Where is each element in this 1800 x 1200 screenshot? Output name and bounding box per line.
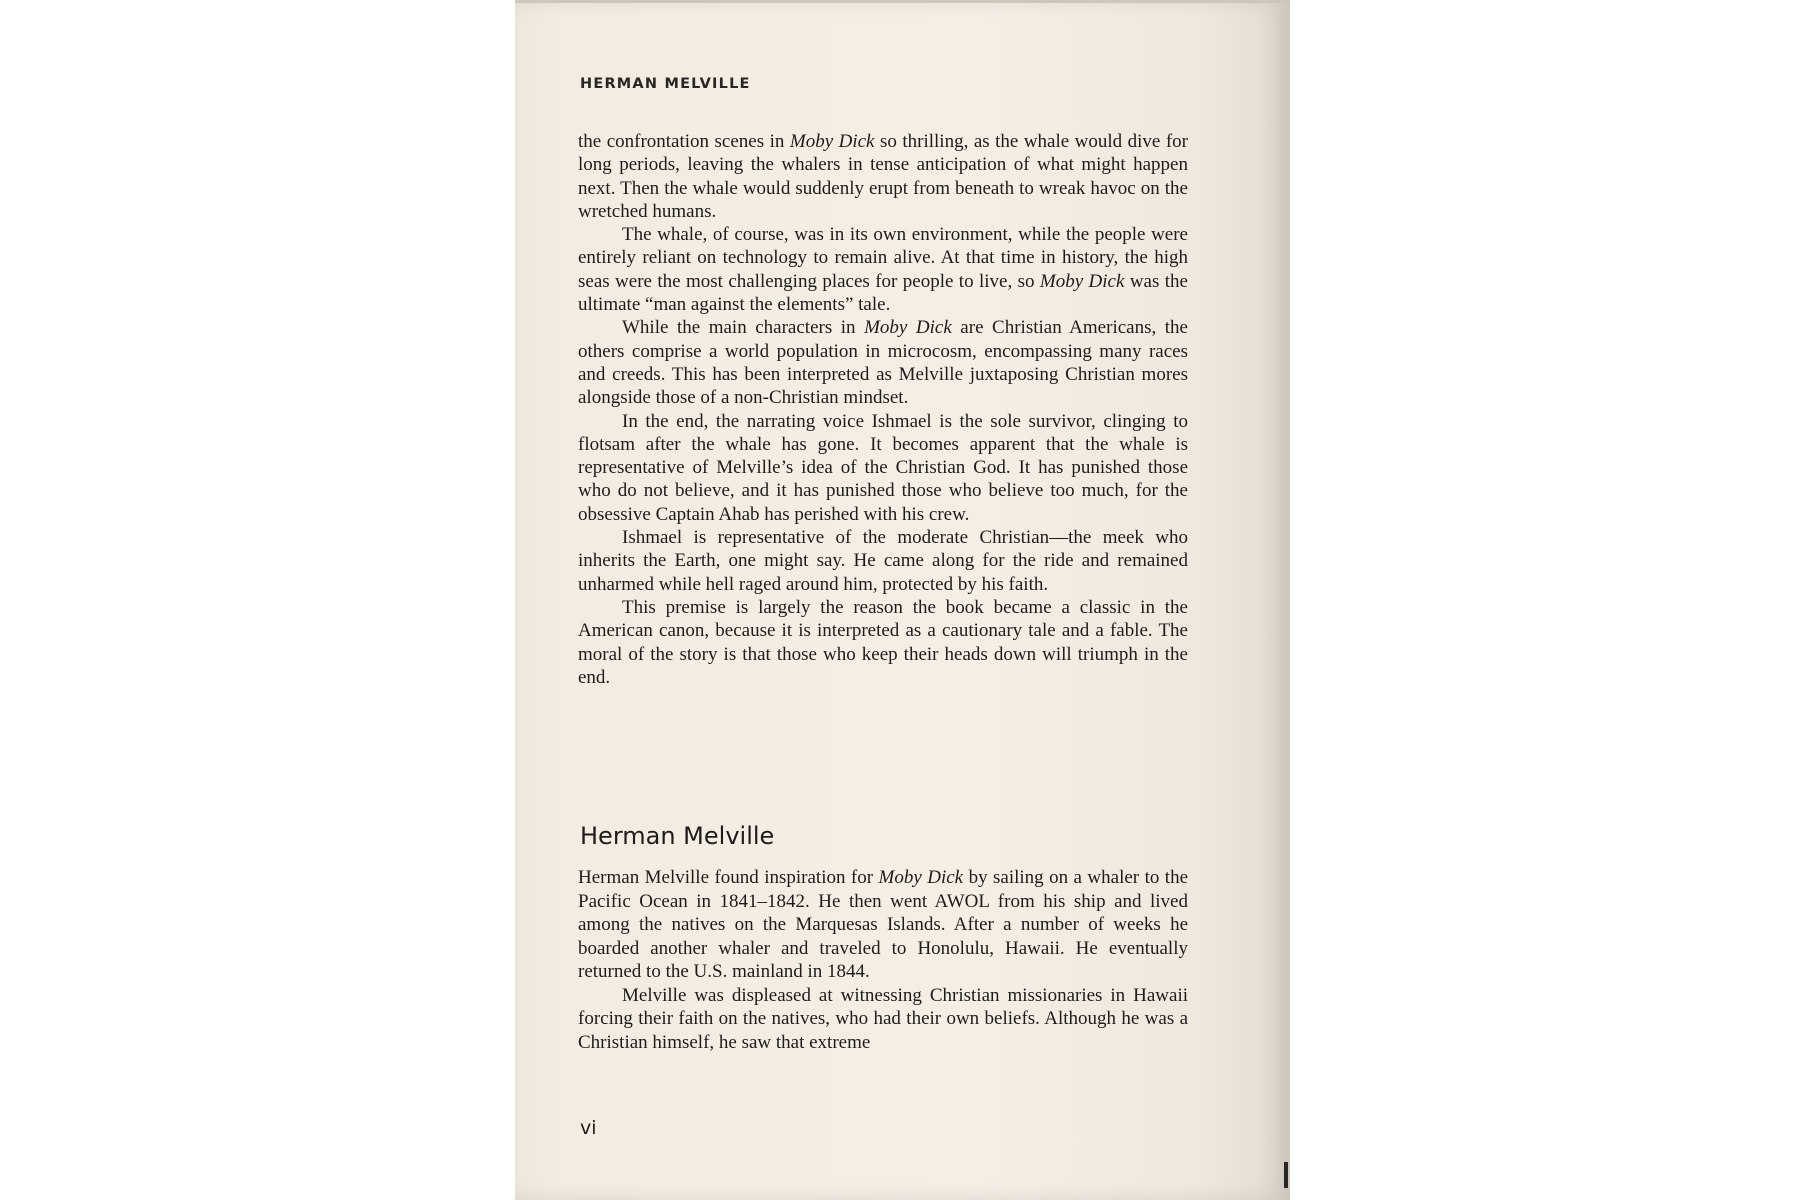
- paragraph-text: The whale, of course, was in its own environment, while the people were entirely reliant on technology to remain alive. At that time in history, the high seas were the most challenging places for people to live, so: [578, 224, 1188, 292]
- paragraph: [578, 316, 1188, 409]
- paragraph-text: by sailing on a whaler to the Pacific Ocean in 1841–1842. He then went AWOL from his ship and lived among the natives on the Marquesas Islands. After a number of weeks he boarded another whaler and traveled to Honolulu, Hawaii. He eventually returned to the U.S. mainland in 1844.: [578, 867, 1189, 982]
- paragraph: [578, 130, 1188, 223]
- section-heading: Herman Melville: [580, 822, 775, 850]
- paragraph-text: so thrilling, as the whale would dive for long periods, leaving the whalers in tense anticipation of what might happen next. Then the whale would suddenly erupt from beneath to wreak havoc on the wretched humans.: [578, 131, 1189, 222]
- book-title-italic: Moby Dick: [1039, 270, 1125, 292]
- page-top-edge: [515, 0, 1290, 3]
- paragraph-text: While the main characters in: [622, 317, 865, 339]
- body-text-section-2: [578, 866, 1188, 1054]
- paragraph-text: the confrontation scenes in: [578, 131, 790, 152]
- page-corner-mark: [1284, 1162, 1288, 1188]
- paragraph: This premise is largely the reason the book became a classic in the American canon, because it is interpreted as a cautionary tale and a fable. The moral of the story is that those who keep their heads down will triumph in the end.: [578, 596, 1188, 688]
- book-title-italic: Moby Dick: [878, 867, 964, 888]
- paragraph: Ishmael is representative of the moderate Christian—the meek who inherits the Earth, one might say. He came along for the ride and remained unharmed while hell raged around him, protected by his faith.: [578, 527, 1188, 595]
- running-head: HERMAN MELVILLE: [580, 76, 751, 92]
- book-page: [515, 0, 1290, 1200]
- paragraph: [578, 223, 1188, 316]
- paragraph: In the end, the narrating voice Ishmael is the sole survivor, clinging to flotsam after the whale has gone. It becomes apparent that the whale is representative of Melville’s idea of the Christian God. It has punished those who do not believe, and it has punished those who believe too much, for the obsessive Captain Ahab has perished with his crew.: [578, 410, 1188, 525]
- paragraph-text: was the ultimate “man against the elements” tale.: [578, 270, 1188, 316]
- book-title-italic: Moby Dick: [789, 131, 875, 152]
- body-text-section-1: [578, 130, 1188, 689]
- paragraph: [578, 866, 1188, 984]
- paragraph-text: Herman Melville found inspiration for: [578, 867, 879, 888]
- paragraph: Melville was displeased at witnessing Christian missionaries in Hawaii forcing their faith on the natives, who had their own beliefs. Although he was a Christian himself, he saw that extreme: [578, 984, 1188, 1053]
- paragraph-text: are Christian Americans, the others comprise a world population in microcosm, encompassing many races and creeds. This has been interpreted as Melville juxtaposing Christian mores alongside those of a non-Christian mindset.: [578, 317, 1188, 409]
- book-title-italic: Moby Dick: [864, 317, 952, 339]
- page-number: vi: [580, 1117, 597, 1139]
